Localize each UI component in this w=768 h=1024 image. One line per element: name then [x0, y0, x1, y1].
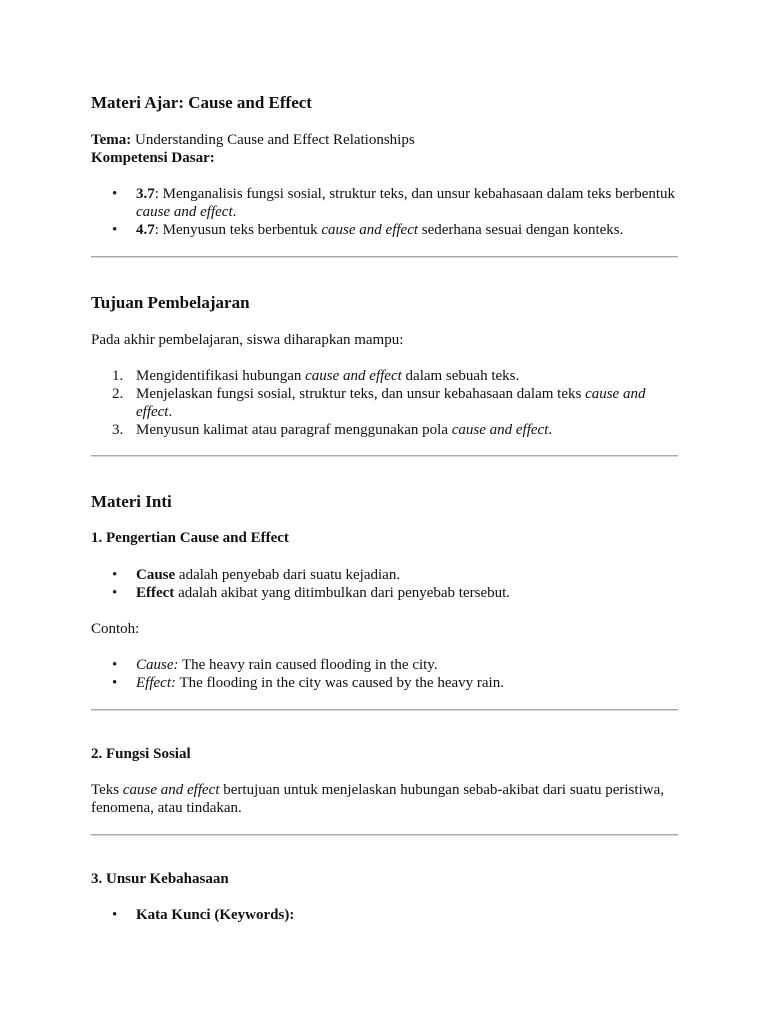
kompetensi-text-end: sederhana sesuai dengan konteks.: [418, 222, 624, 238]
example-text: The heavy rain caused flooding in the city.: [178, 657, 438, 673]
pengertian-list: [91, 566, 678, 602]
kompetensi-emphasis: cause and effect: [136, 204, 233, 220]
subheading-pengertian: 1. Pengertian Cause and Effect: [91, 530, 289, 546]
list-item: [91, 656, 678, 674]
list-text-end: .: [168, 404, 173, 420]
list-item: [91, 566, 678, 584]
list-item: [91, 906, 678, 924]
tema-value: Understanding Cause and Effect Relationships: [131, 132, 415, 148]
fungsi-paragraph: [91, 781, 678, 817]
kompetensi-list: [91, 185, 678, 239]
list-number: 1.: [112, 368, 124, 384]
subheading-fungsi: 2. Fungsi Sosial: [91, 746, 191, 762]
term: Cause: [136, 567, 176, 583]
term: Kata Kunci (Keywords):: [136, 907, 295, 923]
example-text: The flooding in the city was caused by the heavy rain.: [175, 675, 504, 691]
list-emphasis: cause and effect: [451, 422, 549, 438]
kompetensi-emphasis: cause and effect: [321, 222, 419, 238]
divider: [91, 834, 678, 836]
kompetensi-text-end: .: [232, 204, 237, 220]
kompetensi-text: : Menyusun teks berbentuk: [154, 222, 322, 238]
kompetensi-text: : Menganalisis fungsi sosial, struktur teks, dan unsur kebahasaan dalam teks berbentuk: [154, 186, 676, 202]
list-number: 2.: [112, 386, 124, 402]
contoh-label: Contoh:: [91, 621, 140, 637]
term: Effect: [136, 585, 175, 601]
paragraph-emphasis: cause and effect: [122, 782, 220, 798]
kompetensi-code: 4.7: [136, 222, 155, 238]
kompetensi-label: [91, 149, 678, 167]
paragraph-text-end: bertujuan untuk menjelaskan hubungan sebab-akibat dari suatu peristiwa, fenomena, atau tindakan.: [91, 782, 664, 816]
kompetensi-label-text: Kompetensi Dasar:: [91, 150, 215, 166]
term-definition: adalah penyebab dari suatu kejadian.: [175, 567, 401, 583]
list-emphasis: cause and effect: [305, 368, 402, 384]
term-definition: adalah akibat yang ditimbulkan dari penyebab tersebut.: [174, 585, 511, 601]
tema-line: [91, 131, 678, 149]
list-text: Menjelaskan fungsi sosial, struktur teks, dan unsur kebahasaan dalam teks: [136, 386, 586, 402]
tujuan-list: [91, 367, 678, 439]
kompetensi-code: 3.7: [136, 186, 155, 202]
divider: [91, 256, 678, 258]
list-text: Menyusun kalimat atau paragraf menggunakan pola: [136, 422, 452, 438]
document-title: Materi Ajar: Cause and Effect: [91, 93, 312, 112]
list-emphasis: cause and effect: [136, 386, 646, 420]
list-item: [91, 385, 678, 421]
unsur-list: [91, 906, 678, 924]
tema-label: Tema:: [91, 132, 132, 148]
list-item: [91, 584, 678, 602]
list-number: 3.: [112, 422, 124, 438]
list-text-end: .: [548, 422, 553, 438]
list-text: Mengidentifikasi hubungan: [136, 368, 306, 384]
list-item: [91, 367, 678, 385]
divider: [91, 709, 678, 711]
list-text-end: dalam sebuah teks.: [401, 368, 520, 384]
section-heading-materi: Materi Inti: [91, 492, 172, 511]
paragraph-text: Teks: [91, 782, 123, 798]
list-item: [91, 221, 678, 239]
contoh-list: [91, 656, 678, 692]
section-heading-tujuan: Tujuan Pembelajaran: [91, 293, 250, 312]
tujuan-intro: Pada akhir pembelajaran, siswa diharapkan mampu:: [91, 332, 404, 348]
example-label: Effect:: [136, 675, 176, 691]
list-item: [91, 674, 678, 692]
subheading-unsur: 3. Unsur Kebahasaan: [91, 871, 229, 887]
list-item: [91, 421, 678, 439]
example-label: Cause:: [136, 657, 179, 673]
list-item: [91, 185, 678, 221]
divider: [91, 455, 678, 457]
